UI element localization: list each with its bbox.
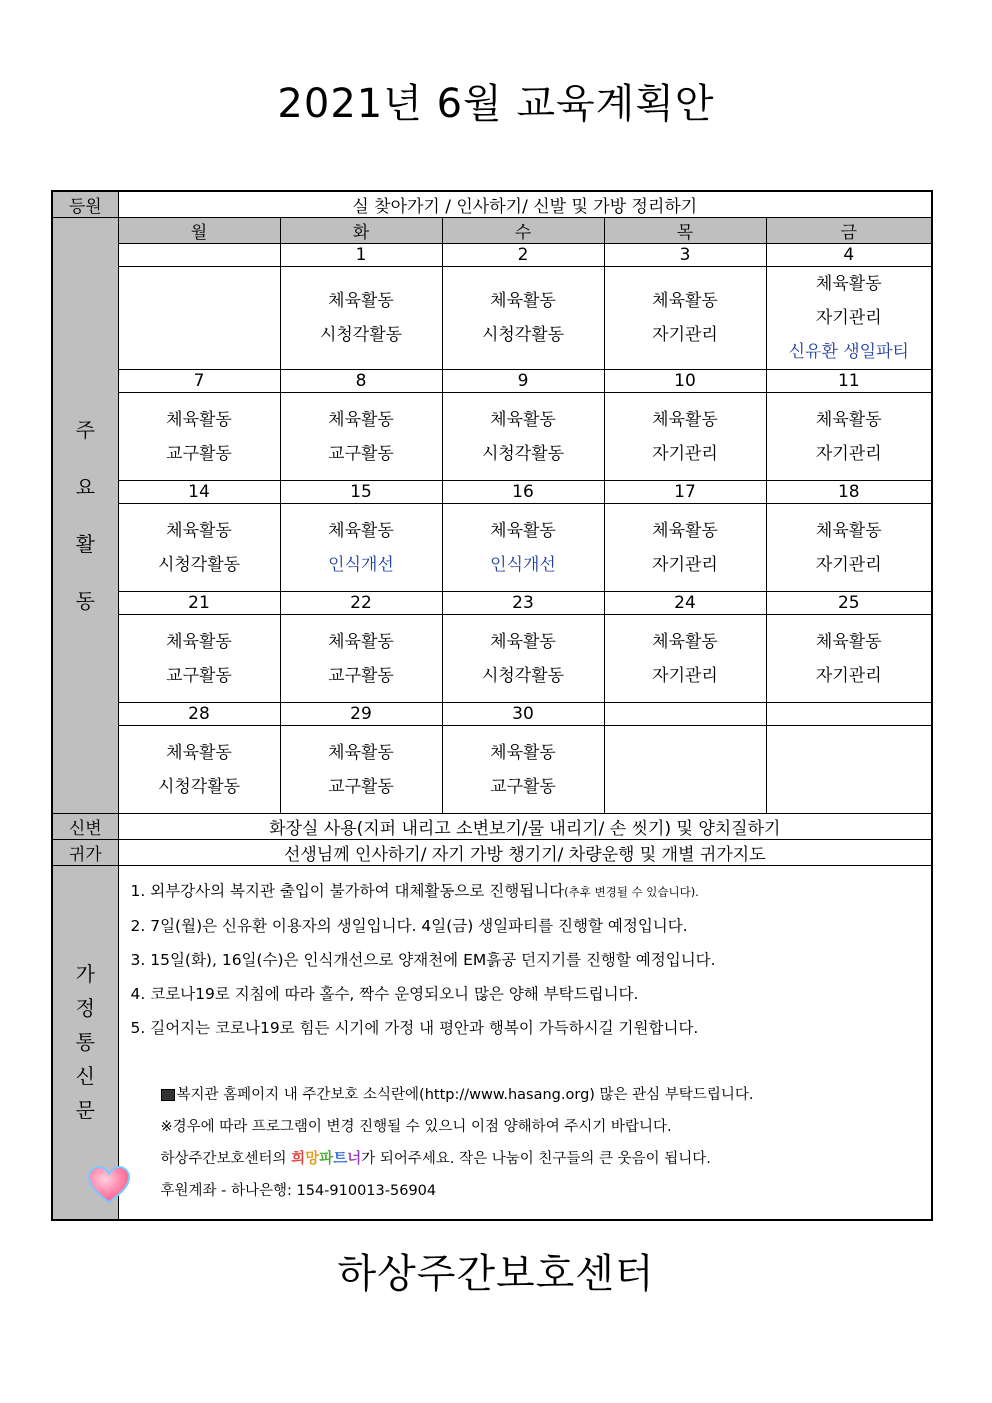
activity-cell-thu [604,267,766,370]
arrival-row [52,191,932,218]
activity-item: 교구활동 [328,443,394,464]
date-cell-mon: 28 [118,703,280,726]
week-2-date-row [52,370,932,393]
week-5-activity-row [52,726,932,814]
activity-item: 체육활동 [328,742,394,763]
monitor-icon [161,1089,175,1101]
activity-item: 체육활동 [652,291,718,311]
account-notice [131,1175,932,1207]
activity-item: 체육활동 [166,409,232,430]
departure-text: 선생님께 인사하기/ 자기 가방 챙기기/ 차량운행 및 개별 귀가지도 [118,840,932,866]
heart-icon [87,1165,131,1205]
weekday-tue: 화 [280,218,442,244]
activity-item: 인식개선 [328,554,394,575]
activity-item: 체육활동 [328,409,394,430]
notice-label-char: 가 [75,962,95,987]
weekday-fri: 금 [766,218,932,244]
activity-item: 자기관리 [815,308,882,328]
center-name: 하상주간보호센터 [337,1251,655,1297]
activity-cell-thu [604,726,766,814]
activity-cell-wed [442,504,604,592]
activity-item: 신유환 생일파티 [788,342,909,362]
activity-cell-thu [604,615,766,703]
activity-item: 체육활동 [815,631,882,652]
date-cell-mon: 21 [118,592,280,615]
week-1-date-row [52,244,932,267]
notice-label-char: 신 [75,1064,95,1089]
activity-item: 체육활동 [815,409,882,430]
hygiene-row [52,814,932,840]
activity-cell-tue [280,726,442,814]
activity-cell-mon [118,393,280,481]
partner-notice [131,1143,932,1175]
week-3-date-row [52,481,932,504]
activity-cell-wed [442,615,604,703]
education-plan-table [51,190,933,1221]
partner-char: 파 [319,1151,334,1167]
main-label-char: 동 [75,588,95,613]
date-cell-mon: 14 [118,481,280,504]
departure-label: 귀가 [52,840,118,866]
arrival-label: 등원 [52,191,118,218]
activity-item: 시청각활동 [157,776,241,797]
activity-item: 체육활동 [490,520,556,541]
date-cell-wed: 30 [442,703,604,726]
notice-label-char: 정 [75,996,95,1021]
date-cell-thu: 17 [604,481,766,504]
change-notice: ※경우에 따라 프로그램이 변경 진행될 수 있으니 이점 양해하여 주시기 바랍니다. [160,1119,672,1135]
date-cell-thu: 10 [604,370,766,393]
date-cell-wed: 2 [442,244,604,267]
date-cell-fri: 11 [766,370,932,393]
departure-row [52,840,932,866]
week-5-date-row [52,703,932,726]
activity-item: 교구활동 [490,776,556,797]
main-label-char: 주 [75,417,95,442]
activity-cell-fri [766,504,932,592]
homepage-text: 복지관 홈페이지 내 주간보호 소식란에(http://www.hasang.org) 많은 관심 부탁드립니다. [176,1087,754,1103]
notice-item-2: 2. 7일(월)은 신유환 이용자의 생일입니다. 4일(금) 생일파티를 진행할 예정입니다. [130,917,688,935]
activity-cell-wed [442,726,604,814]
activity-item: 체육활동 [166,742,232,763]
notice-item-1 [131,874,932,909]
activity-cell-thu [604,504,766,592]
week-1-activity-row [52,267,932,370]
notice-item-3: 3. 15일(화), 16일(수)은 인식개선으로 양재천에 EM흙공 던지기를 진행할 예정입니다. [130,951,716,969]
date-cell-thu: 24 [604,592,766,615]
activity-item: 시청각활동 [319,325,403,345]
activity-item: 자기관리 [652,443,718,464]
date-cell-mon: 7 [118,370,280,393]
date-cell-fri [766,703,932,726]
activity-cell-tue [280,267,442,370]
activity-item: 시청각활동 [481,443,565,464]
partner-char: 희 [291,1151,306,1167]
week-4-activity-row [52,615,932,703]
date-cell-fri: 4 [766,244,932,267]
activity-item: 체육활동 [166,631,232,652]
activity-cell-tue [280,615,442,703]
activity-item: 체육활동 [328,291,394,311]
date-cell-thu: 3 [604,244,766,267]
date-cell-wed: 16 [442,481,604,504]
activity-cell-tue [280,393,442,481]
activity-cell-fri [766,726,932,814]
activity-cell-mon [118,726,280,814]
date-cell-fri: 25 [766,592,932,615]
main-activity-label [52,218,118,814]
notice-text: 1. 외부강사의 복지관 출입이 불가하여 대체활동으로 진행됩니다 [130,882,565,900]
arrival-text: 실 찾아가기 / 인사하기/ 신발 및 가방 정리하기 [118,191,932,218]
activity-cell-wed [442,267,604,370]
week-4-date-row [52,592,932,615]
activity-item: 교구활동 [328,665,394,686]
activity-item: 교구활동 [166,443,232,464]
date-cell-tue: 8 [280,370,442,393]
homepage-notice [131,1079,932,1111]
notice-content [118,866,932,1220]
activity-cell-mon [118,615,280,703]
activity-item: 체육활동 [815,520,882,541]
notice-label-char: 통 [75,1030,95,1055]
activity-item: 자기관리 [815,554,882,575]
activity-cell-thu [604,393,766,481]
activity-item: 자기관리 [815,665,882,686]
activity-item: 시청각활동 [481,325,565,345]
notice-item-4: 4. 코로나19로 지침에 따라 홀수, 짝수 운영되오니 많은 양해 부탁드립니다. [130,985,639,1003]
activity-item: 체육활동 [328,520,394,541]
activity-item: 체육활동 [652,409,718,430]
activity-cell-tue [280,504,442,592]
activity-cell-fri [766,267,932,370]
activity-item: 체육활동 [815,274,882,294]
main-label-char: 요 [75,474,95,499]
activity-item: 체육활동 [328,631,394,652]
activity-item: 인식개선 [490,554,556,575]
page-title: 2021년 6월 교육계획안 [277,81,715,127]
activity-item: 체육활동 [490,291,556,311]
main-label-char: 활 [75,531,95,556]
weekday-thu: 목 [604,218,766,244]
activity-item: 교구활동 [166,665,232,686]
activity-item: 체육활동 [652,520,718,541]
activity-item: 체육활동 [166,520,232,541]
activity-item: 시청각활동 [481,665,565,686]
weekday-wed: 수 [442,218,604,244]
week-3-activity-row [52,504,932,592]
week-2-activity-row [52,393,932,481]
activity-cell-mon [118,504,280,592]
partner-char: 트 [333,1151,348,1167]
weekday-mon: 월 [118,218,280,244]
date-cell-thu [604,703,766,726]
activity-item: 교구활동 [328,776,394,797]
hygiene-label: 신변 [52,814,118,840]
date-cell-tue: 1 [280,244,442,267]
activity-item: 체육활동 [490,742,556,763]
activity-item: 체육활동 [652,631,718,652]
date-cell-wed: 9 [442,370,604,393]
weekday-header-row [52,218,932,244]
notice-label-char: 문 [75,1098,95,1123]
date-cell-mon [118,244,280,267]
date-cell-fri: 18 [766,481,932,504]
account-text: 후원계좌 - 하나은행: 154-910013-56904 [160,1183,437,1199]
activity-item: 체육활동 [490,409,556,430]
notice-row [52,866,932,1220]
activity-item: 자기관리 [652,665,718,686]
notice-item-5: 5. 길어지는 코로나19로 힘든 시기에 가정 내 평안과 행복이 가득하시길 기원합니다. [130,1019,699,1037]
activity-cell-mon [118,267,280,370]
activity-item: 자기관리 [652,554,718,575]
activity-item: 자기관리 [652,325,718,345]
partner-char: 너 [347,1151,362,1167]
activity-cell-fri [766,615,932,703]
date-cell-tue: 22 [280,592,442,615]
activity-item: 체육활동 [490,631,556,652]
activity-cell-fri [766,393,932,481]
activity-cell-wed [442,393,604,481]
partner-pre-text: 하상주간보호센터의 [160,1151,292,1167]
date-cell-wed: 23 [442,592,604,615]
hygiene-text: 화장실 사용(지퍼 내리고 소변보기/물 내리기/ 손 씻기) 및 양치질하기 [118,814,932,840]
partner-post-text: 가 되어주세요. 작은 나눔이 친구들의 큰 웃음이 됩니다. [361,1151,711,1167]
notice-small-text: (추후 변경될 수 있습니다). [564,885,699,899]
partner-char: 망 [305,1151,320,1167]
activity-item: 시청각활동 [157,554,241,575]
date-cell-tue: 29 [280,703,442,726]
activity-item: 자기관리 [815,443,882,464]
date-cell-tue: 15 [280,481,442,504]
